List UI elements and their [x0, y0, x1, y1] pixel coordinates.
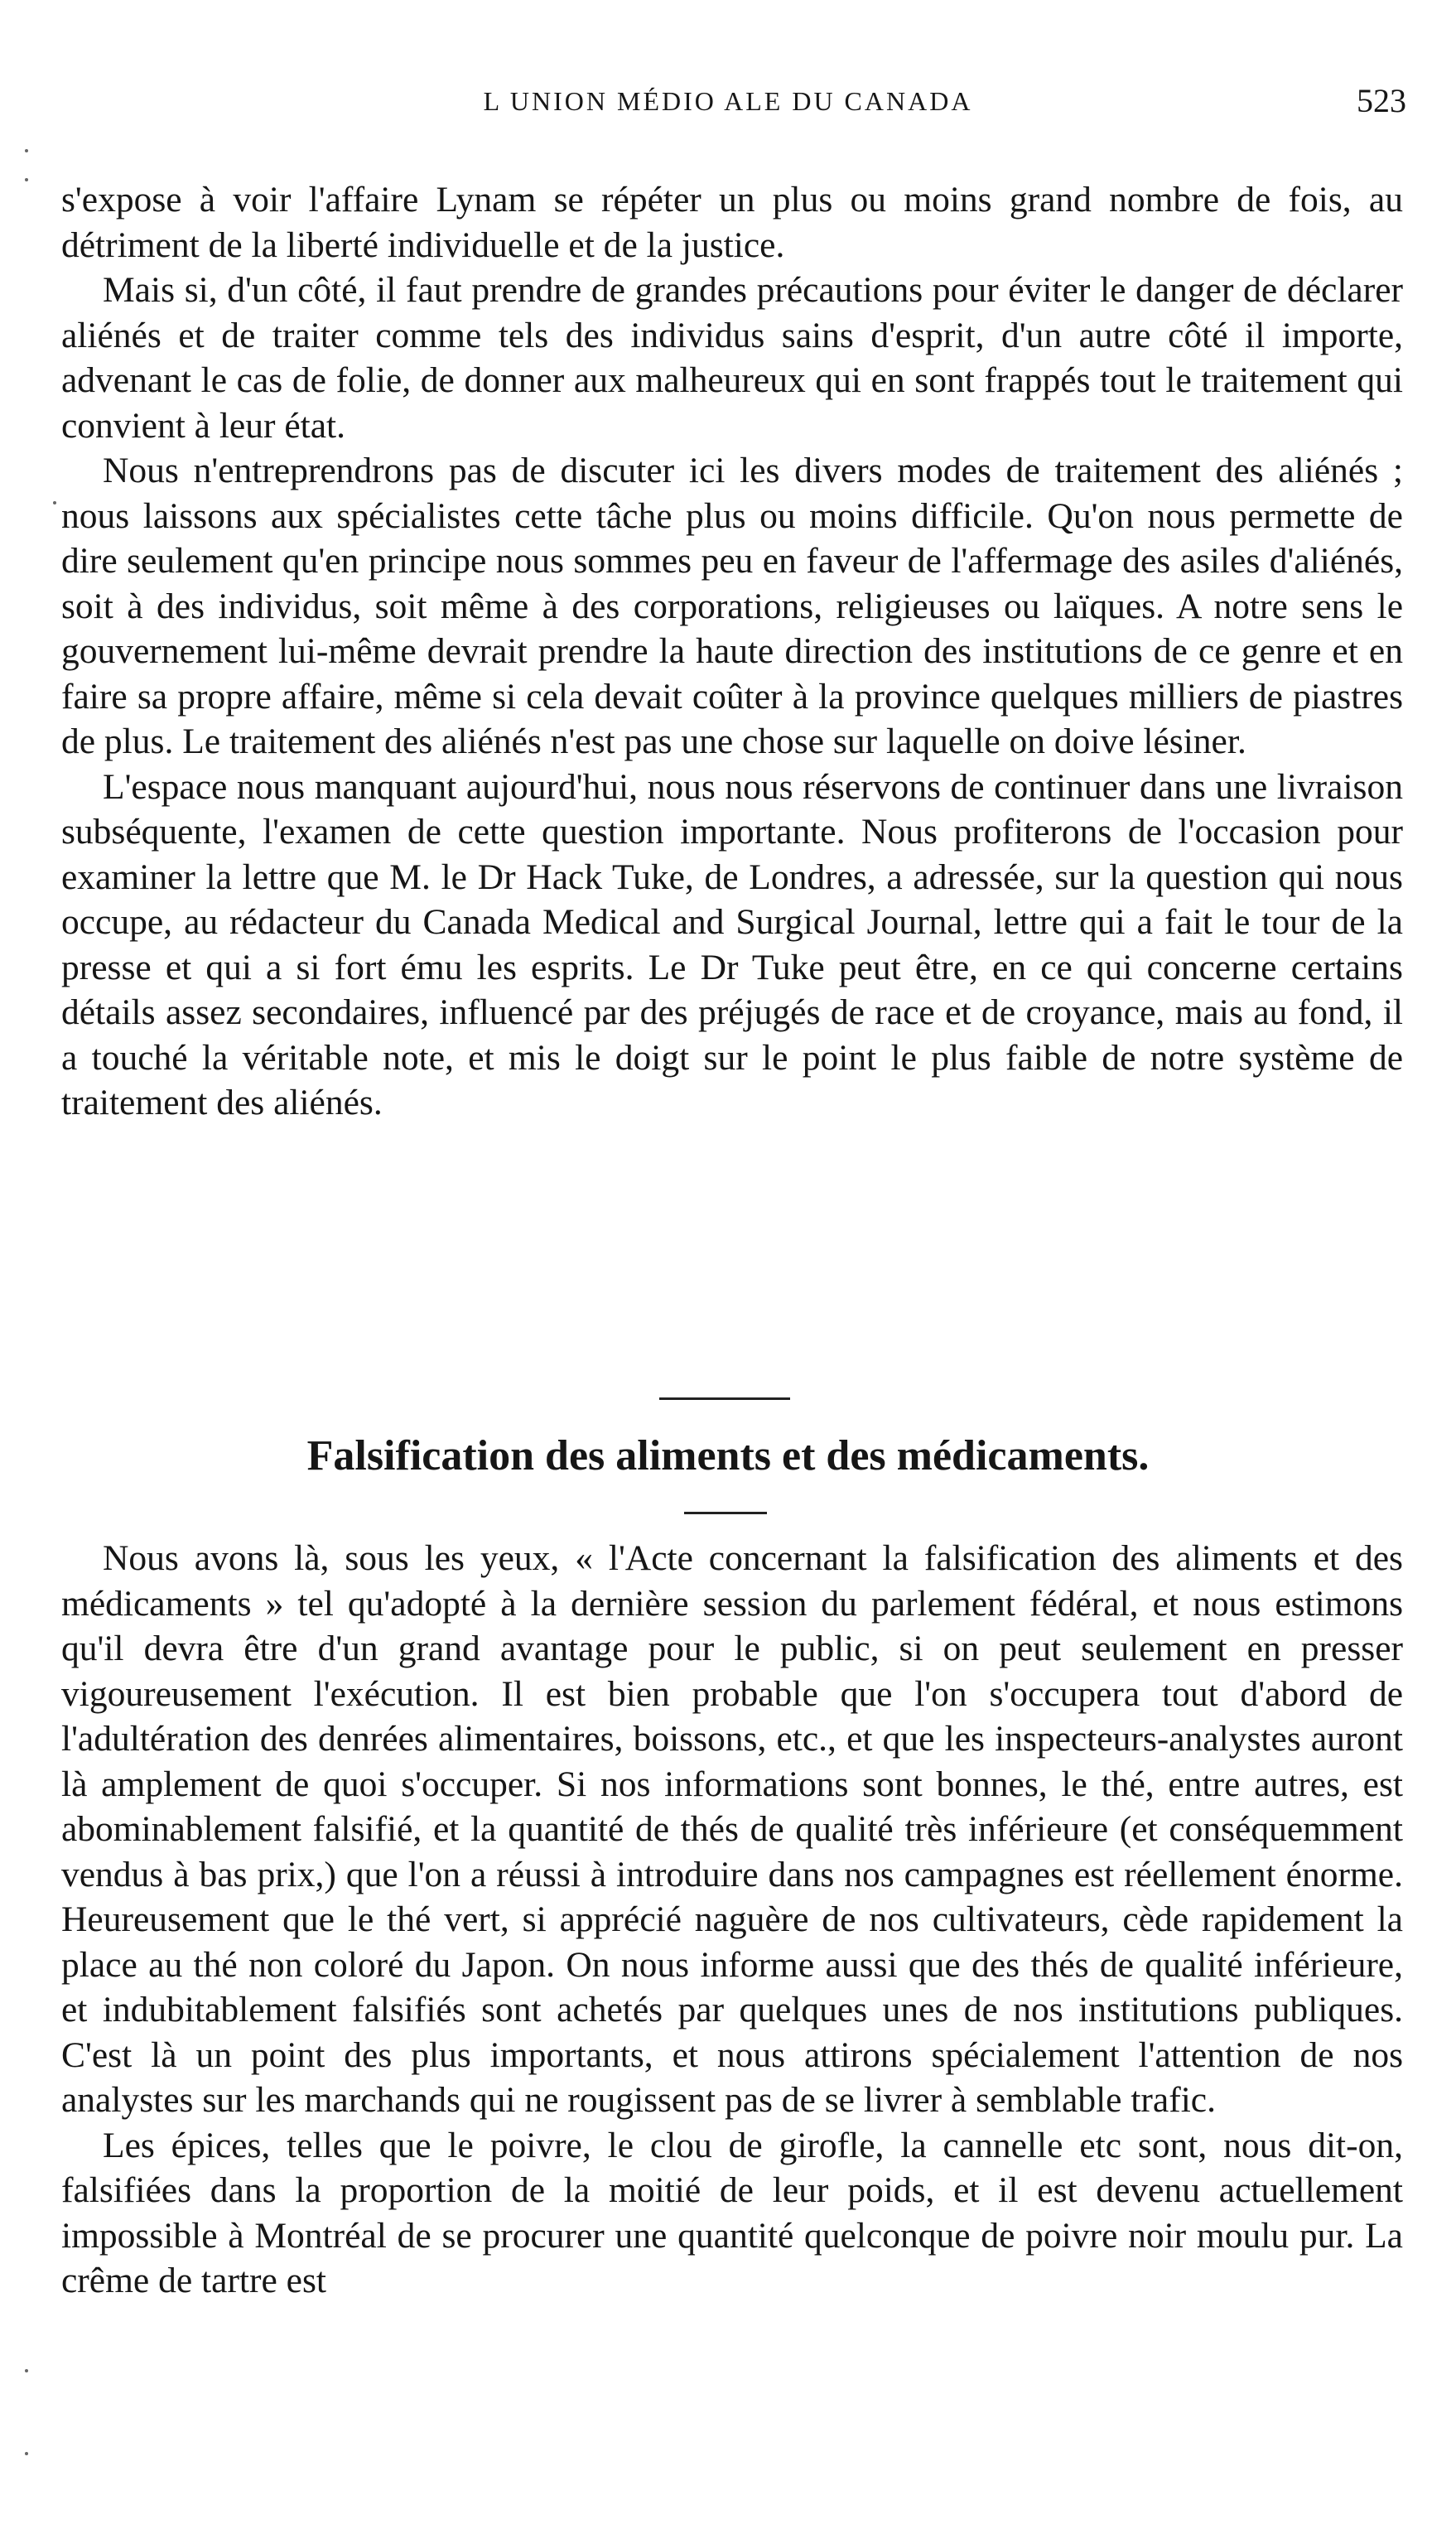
paragraph: s'expose à voir l'affaire Lynam se répéter un plus ou moins grand nombre de fois, au détriment de la liberté individuelle et de la justice.	[61, 180, 1403, 265]
section-heading: Falsification des aliments et des médicaments.	[306, 1432, 1150, 1479]
article-text	[61, 1536, 1403, 2304]
paragraph: Nous n'entreprendrons pas de discuter ici les divers modes de traitement des aliénés ; nous laissons aux spécialistes cette tâche plus ou moins difficile. Qu'on nous permette de dire seulement qu'en principe nous sommes peu en faveur de l'affermage des asiles d'aliénés, soit à des individus, soit même à des corporations, religieuses ou laïques. A notre sens le gouvernement lui-même devrait prendre la haute direction des institutions de ce genre et en faire sa propre affaire, même si cela devait coûter à la province quelques milliers de piastres de plus. Le traitement des aliénés n'est pas une chose sur laquelle on doive lésiner.	[61, 451, 1403, 761]
paragraph: Mais si, d'un côté, il faut prendre de grandes précautions pour éviter le danger de déclarer aliénés et de traiter comme tels des individus sains d'esprit, d'un autre côté il importe, advenant le cas de folie, de donner aux malheureux qui en sont frappés tout le traitement qui convient à leur état.	[61, 270, 1403, 446]
page-number: 523	[1357, 82, 1406, 119]
paragraph: L'espace nous manquant aujourd'hui, nous nous réservons de continuer dans une livraison subséquente, l'examen de cette question importante. Nous profiterons de l'occasion pour examiner la lettre que M. le Dr Hack Tuke, de Londres, a adressée, sur la question qui nous occupe, au rédacteur du Canada Medical and Surgical Journal, lettre qui a fait le tour de la presse et qui a si fort ému les esprits. Le Dr Tuke peut être, en ce qui concerne certains détails assez secondaires, influencé par des préjugés de race et de croyance, mais au fond, il a touché la véritable note, et mis le doigt sur le point le plus faible de notre système de traitement des aliénés.	[61, 766, 1403, 1122]
paragraph: Les épices, telles que le poivre, le clou de girofle, la cannelle etc sont, nous dit-on, falsifiées dans la proportion de la moitié de leur poids, et il est devenu actuellement impossible à Montréal de se procurer une quantité quelconque de poivre noir moulu pur. La crême de tartre est	[61, 2125, 1403, 2300]
running-header	[50, 82, 1406, 136]
heading-underline	[684, 1512, 767, 1514]
journal-title: L UNION MÉDIO ALE DU CANADA	[483, 86, 973, 116]
editorial-text	[61, 177, 1403, 1126]
section-divider	[659, 1397, 790, 1400]
paragraph: Nous avons là, sous les yeux, « l'Acte concernant la falsification des aliments et des médicaments » tel qu'adopté à la dernière session du parlement fédéral, et nous estimons qu'il devra être d'un grand avantage pour le public, si on peut seulement en presser vigoureusement l'exécution. Il est bien probable que l'on s'occupera tout d'abord de l'adultération des denrées alimentaires, boissons, etc., et que les inspecteurs-analystes auront là amplement de quoi s'occuper. Si nos informations sont bonnes, le thé, entre autres, est abominablement falsifié, et la quantité de thés de qualité très inférieure (et conséquemment vendus à bas prix,) que l'on a réussi à introduire dans nos campagnes est réellement énorme. Heureusement que le thé vert, si apprécié naguère de nos cultivateurs, cède rapidement la place au thé non coloré du Japon. On nous informe aussi que des thés de qualité inférieure, et indubitablement falsifiés sont achetés par quelques unes de nos institutions publiques. C'est là un point des plus importants, et nous attirons spécialement l'attention de nos analystes sur les marchands qui ne rougissent pas de se livrer à semblable trafic.	[61, 1538, 1403, 2120]
